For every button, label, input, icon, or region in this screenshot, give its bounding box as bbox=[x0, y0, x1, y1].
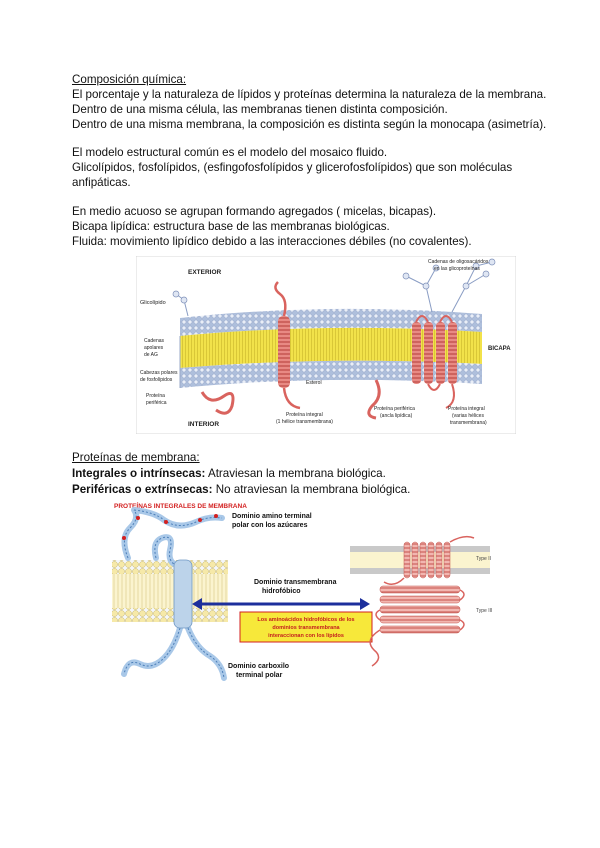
composition-heading: Composición química: bbox=[72, 73, 187, 86]
perifericas-term: Periféricas o extrínsecas: bbox=[72, 483, 213, 496]
cadenas-ag-label: Cadenas bbox=[144, 338, 165, 344]
oligosacaridos-label: en las glicoproteínas bbox=[434, 266, 480, 272]
peripheral-left-label: periférica bbox=[146, 400, 167, 406]
box-text: Los aminoácidos hidrofóbicos de los bbox=[257, 617, 355, 623]
single-helix-protein bbox=[278, 316, 290, 388]
integrales-definition: Atraviesan la membrana biológica. bbox=[205, 467, 386, 480]
perifericas-definition: No atraviesan la membrana biológica. bbox=[212, 483, 411, 496]
carboxyl-domain-label: terminal polar bbox=[236, 672, 283, 679]
exterior-label: EXTERIOR bbox=[188, 269, 222, 276]
bicapa-label: BICAPA bbox=[488, 346, 511, 352]
box-text: dominios transmembrana bbox=[272, 625, 340, 631]
cadenas-ag-label: apolares bbox=[144, 345, 164, 351]
interior-label: INTERIOR bbox=[188, 421, 220, 428]
box-text: interaccionan con los lípidos bbox=[268, 633, 344, 639]
cabezas-label: Cabezas polares bbox=[140, 370, 178, 376]
integrales-line bbox=[72, 466, 386, 481]
proteins-heading: Proteínas de membrana: bbox=[72, 451, 200, 464]
paragraph-line: Glicolípidos, fosfolípidos, (esfingofosfolípidos y glicerofosfolípidos) que son moléculas bbox=[72, 161, 513, 174]
amino-domain-label: polar con los azúcares bbox=[232, 522, 308, 529]
integral-varias-label: transmembrana) bbox=[450, 420, 487, 426]
integral-1-label: Proteína integral bbox=[286, 412, 323, 418]
integral-1-label: (1 hélice transmembrana) bbox=[276, 419, 333, 425]
transmembrane-label: Dominio transmembrana bbox=[254, 579, 337, 586]
integral-varias-label: (varias hélices bbox=[452, 413, 484, 419]
esterol-label: Esterol bbox=[306, 380, 322, 386]
carboxyl-domain-label: Dominio carboxilo bbox=[228, 663, 290, 670]
paragraph-line: Dentro de una misma membrana, la composición es distinta según la monocapa (asimetría). bbox=[72, 118, 547, 131]
paragraph-line: anfipáticas. bbox=[72, 176, 131, 189]
amino-domain-label: Dominio amino terminal bbox=[232, 513, 312, 520]
paragraph-line: El modelo estructural común es el modelo del mosaico fluido. bbox=[72, 146, 388, 159]
paragraph-line: Fluida: movimiento lipídico debido a las interacciones débiles (no covalentes). bbox=[72, 235, 472, 248]
glicolipido-label: Glicolípido bbox=[140, 300, 166, 306]
paragraph-line: Dentro de una misma célula, las membranas tienen distinta composición. bbox=[72, 103, 448, 116]
type3-label: Type III bbox=[476, 608, 493, 614]
paragraph-line: Bicapa lipídica: estructura base de las membranas biológicas. bbox=[72, 220, 390, 233]
integral-proteins-figure bbox=[104, 498, 506, 690]
fluid-mosaic-figure bbox=[136, 256, 516, 434]
anchored-label: (ancla lipídica) bbox=[380, 413, 413, 419]
perifericas-line bbox=[72, 482, 410, 497]
transmembrane-label: hidrofóbico bbox=[262, 588, 301, 595]
integral-varias-label: Proteína integral bbox=[448, 406, 485, 412]
cabezas-label: de fosfolípidos bbox=[140, 377, 173, 383]
cadenas-ag-label: de AG bbox=[144, 352, 158, 358]
integrales-term: Integrales o intrínsecas: bbox=[72, 467, 206, 480]
transmembrane-helix bbox=[174, 560, 192, 628]
peripheral-left-label: Proteína bbox=[146, 393, 165, 399]
paragraph-line: El porcentaje y la naturaleza de lípidos y proteínas determina la naturaleza de la membrana. bbox=[72, 88, 547, 101]
anchored-label: Proteína periférica bbox=[374, 406, 415, 412]
paragraph-line: En medio acuoso se agrupan formando agregados ( micelas, bicapas). bbox=[72, 205, 437, 218]
figure2-title: PROTEÍNAS INTEGRALES DE MEMBRANA bbox=[114, 503, 247, 510]
type2-label: Type II bbox=[476, 556, 492, 562]
oligosacaridos-label: Cadenas de oligosacáridos bbox=[428, 259, 489, 265]
